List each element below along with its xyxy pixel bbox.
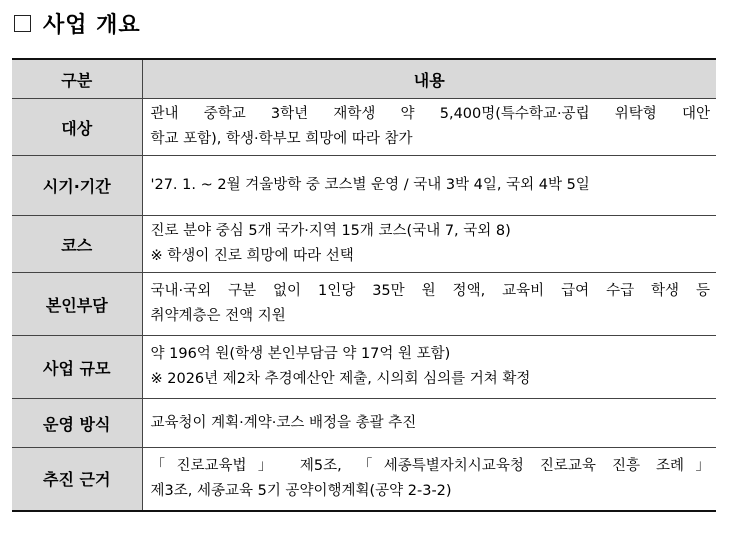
row-content — [142, 216, 716, 273]
table-row — [12, 273, 716, 336]
row-label: 추진 근거 — [12, 448, 142, 511]
table-row — [12, 216, 716, 273]
content-line: 진로 분야 중심 5개 국가·지역 15개 코스(국내 7, 국외 8) — [150, 223, 511, 239]
row-content — [142, 448, 716, 511]
table-row — [12, 99, 716, 156]
table-row — [12, 399, 716, 448]
header-content: 내용 — [142, 59, 716, 99]
content-line: '27. 1. ~ 2월 겨울방학 중 코스별 운영 / 국내 3박 4일, 국외 4박 5일 — [150, 177, 590, 193]
row-content — [142, 399, 716, 448]
content-line: 관내 중학교 3학년 재학생 약 5,400명(특수학교·공립 위탁형 대안 — [150, 106, 710, 122]
section-title-text: 사업 개요 — [43, 12, 141, 38]
content-line: ※ 학생이 진로 희망에 따라 선택 — [150, 248, 354, 264]
content-line: 취약계층은 전액 지원 — [150, 308, 286, 324]
row-content — [142, 99, 716, 156]
table-row — [12, 336, 716, 399]
table-header-row — [12, 59, 716, 99]
row-label: 운영 방식 — [12, 399, 142, 448]
content-line: 「진로교육법」 제5조, 「세종특별자치시교육청 진로교육 진흥 조례」 — [150, 457, 710, 474]
content-line: 교육청이 계획·계약·코스 배정을 총괄 추진 — [150, 414, 417, 431]
row-label: 사업 규모 — [12, 336, 142, 399]
checkbox-square-icon — [14, 15, 31, 32]
row-label: 코스 — [12, 216, 142, 273]
row-label: 시기·기간 — [12, 156, 142, 216]
overview-table — [12, 58, 716, 512]
row-content — [142, 336, 716, 399]
row-label: 대상 — [12, 99, 142, 156]
section-title — [14, 6, 141, 40]
table-row — [12, 156, 716, 216]
content-line: ※ 2026년 제2차 추경예산안 제출, 시의회 심의를 거쳐 확정 — [150, 371, 531, 387]
table-row — [12, 448, 716, 511]
content-line: 학교 포함), 학생·학부모 희망에 따라 참가 — [150, 131, 413, 147]
row-label: 본인부담 — [12, 273, 142, 336]
row-content — [142, 273, 716, 336]
content-line: 국내·국외 구분 없이 1인당 35만 원 정액, 교육비 급여 수급 학생 등 — [150, 283, 710, 299]
content-line: 제3조, 세종교육 5기 공약이행계획(공약 2-3-2) — [150, 482, 452, 499]
header-category: 구분 — [12, 59, 142, 99]
content-line: 약 196억 원(학생 본인부담금 약 17억 원 포함) — [150, 346, 451, 362]
row-content — [142, 156, 716, 216]
